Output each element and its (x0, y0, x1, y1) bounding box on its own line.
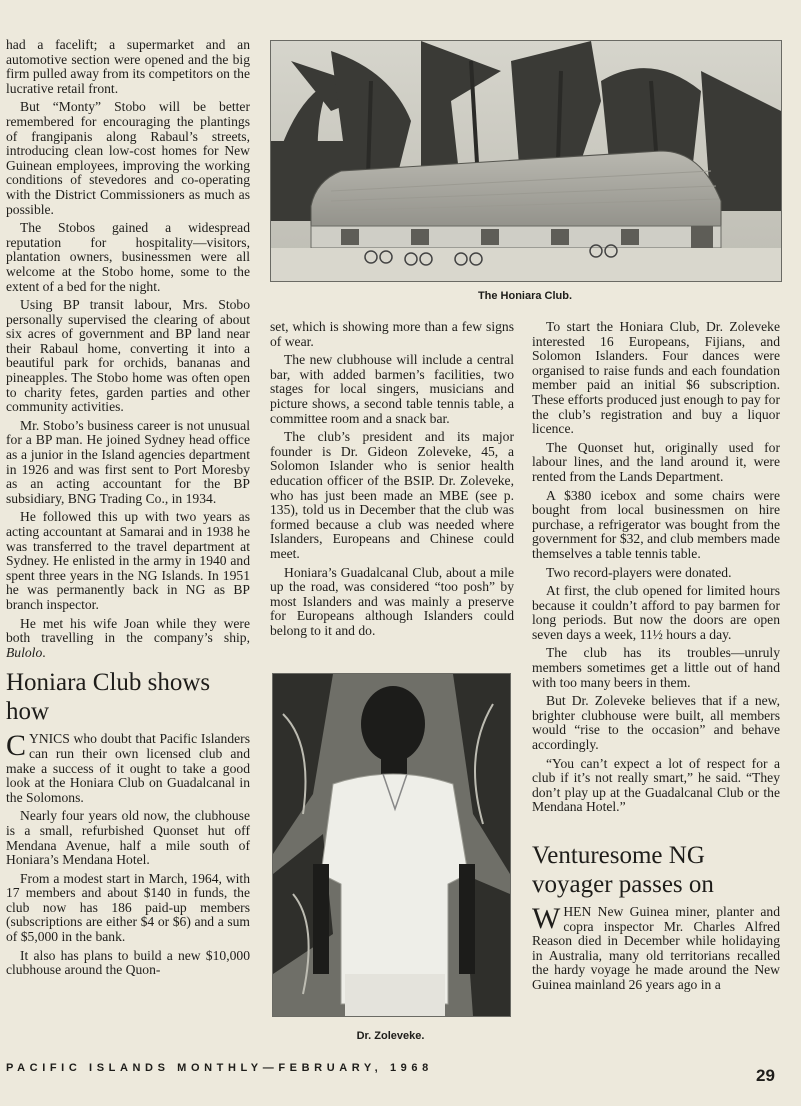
paragraph: From a modest start in March, 1964, with 17 members and about $140 in funds, the club now has 186 paid-up members (subscriptions are either $4 or $6) and a sum of $5,000 in the bank. (6, 870, 250, 945)
photo-caption: The Honiara Club. (477, 290, 573, 302)
paragraph: The new clubhouse will include a central bar, with added barmen’s facilities, two stages for local singers, musicians and picture shows, a second table tennis table, a committee room and a snack bar. (270, 352, 514, 426)
paragraph: At first, the club opened for limited hours because it couldn’t afford to pay barmen for long periods. But now the doors are open seven days a week, 11½ hours a day. (532, 583, 780, 642)
zoleveke-portrait-photo (272, 673, 511, 1017)
quonset-hut-illustration (271, 41, 781, 281)
photo-caption: Dr. Zoleveke. (356, 1030, 425, 1042)
paragraph: The Quonset hut, originally used for labour lines, and the land around it, were rented from the Lands Department. (532, 439, 780, 484)
paragraph (6, 617, 250, 661)
article-heading-voyager: Venturesome NG voyager passes on (532, 842, 714, 898)
paragraph-text: He met his wife Joan while they were both travelling in the company’s ship, (6, 615, 250, 646)
paragraph-dropcap (532, 902, 780, 993)
ship-name: Bulolo (6, 644, 43, 660)
paragraph: The Stobos gained a widespread reputation for hospitality—visitors, plantation owners, businessmen were all welcome at the Stobo home, some to the extent of a bed for the night. (6, 220, 250, 294)
portrait-illustration (273, 674, 510, 1016)
paragraph: The club has its troubles—unruly members sometimes get a little out of hand with too many beers in them. (532, 645, 780, 690)
paragraph: He followed this up with two years as acting accountant at Samarai and in 1938 he was transferred to the travel department at Sydney. He enlisted in the army in 1940 and spent three years in the NG Islands. In 1951 he was permanently back in NG as BP branch inspector. (6, 509, 250, 612)
paragraph-text: YNICS who doubt that Pacific Islanders can run their own licensed club and make a success of it ought to take a good look at the Honiara Club on Guadalcanal in the Solomons. (6, 731, 250, 805)
running-footer: PACIFIC ISLANDS MONTHLY—FEBRUARY, 1968 (6, 1062, 433, 1074)
drop-cap: W (532, 902, 561, 935)
paragraph: But Dr. Zoleveke believes that if a new, brighter clubhouse were built, all members would “rise to the occasion” and behave accordingly. (532, 693, 780, 753)
article-heading-honiara-club: Honiara Club shows how (6, 669, 211, 726)
paragraph: Two record-players were donated. (546, 564, 732, 580)
column-middle (270, 320, 514, 642)
paragraph-text: HEN New Guinea miner, planter and copra inspector Mr. Charles Alfred Reason died in December while holidaying in Australia, many old territorians recalled the hardy voyage he made around the New Guinea mainland 26 years ago in a (532, 904, 780, 992)
column-left (6, 38, 250, 982)
paragraph: Mr. Stobo’s business career is not unusual for a BP man. He joined Sydney head office as a junior in the Island agencies department in 1926 and was first sent to Port Moresby as an acting accountant for the BP subsidiary, BNG Trading Co., in 1934. (6, 417, 250, 506)
paragraph: set, which is showing more than a few signs of wear. (270, 319, 514, 349)
paragraph: To start the Honiara Club, Dr. Zoleveke interested 16 Europeans, Fijians, and Solomon Islanders. Four dances were organised to raise funds and each foundation member paid an initial $6 subscription. These efforts produced just enough to pay for the club’s registration and buy a liquor licence. (532, 319, 780, 437)
paragraph: It also has plans to build a new $10,000 clubhouse around the Quon- (6, 947, 250, 978)
paragraph: “You can’t expect a lot of respect for a club if it’s not really smart,” he said. “They don’t play up at the Guadalcanal Club or the Mendana Hotel.” (532, 755, 780, 815)
paragraph: But “Monty” Stobo will be better remembered for encouraging the plantings of frangipanis along Rabaul’s streets, introducing clean low-cost homes for New Guinean employees, improving the working conditions of stevedores and co-operating with the District Commissioners as much as possible. (6, 99, 250, 217)
paragraph: A $380 icebox and some chairs were bought from local businessmen on hire purchase, a refrigerator was bought from the government for $32, and club members made themselves a table tennis table. (532, 487, 780, 561)
paragraph: Honiara’s Guadalcanal Club, about a mile up the road, was considered “too posh” by most Islanders and was mainly a preserve for Europeans although Islanders could belong to it and do. (270, 564, 514, 638)
honiara-club-photo (270, 40, 782, 282)
paragraph: Nearly four years old now, the clubhouse is a small, refurbished Quonset hut off Mendana Avenue, half a mile south of Honiara’s Mendana Hotel. (6, 808, 250, 868)
paragraph-dropcap (6, 729, 250, 805)
page-number: 29 (756, 1066, 775, 1085)
paragraph-end: . (42, 644, 46, 660)
paragraph: had a facelift; a supermarket and an automotive section were opened and the big firm pulled away from its competitors on the lucrative retail front. (6, 37, 250, 96)
column-right (532, 320, 780, 997)
paragraph: Using BP transit labour, Mrs. Stobo personally supervised the clearing of about six acres of government and BP land near their Rabaul home, converting it into a beautiful park for orchids, bananas and pineapples. The Stobo home was often open to charity fetes, garden parties and other community activities. (6, 297, 250, 415)
drop-cap: C (6, 729, 27, 763)
paragraph: The club’s president and its major founder is Dr. Gideon Zoleveke, 45, a Solomon Islander who is senior health education officer of the BSIP. Dr. Zoleveke, who has just been made an MBE (see p. 135), told us in December that the club was formed because a club was needed where Islanders, Europeans and Chinese could meet. (270, 429, 514, 561)
